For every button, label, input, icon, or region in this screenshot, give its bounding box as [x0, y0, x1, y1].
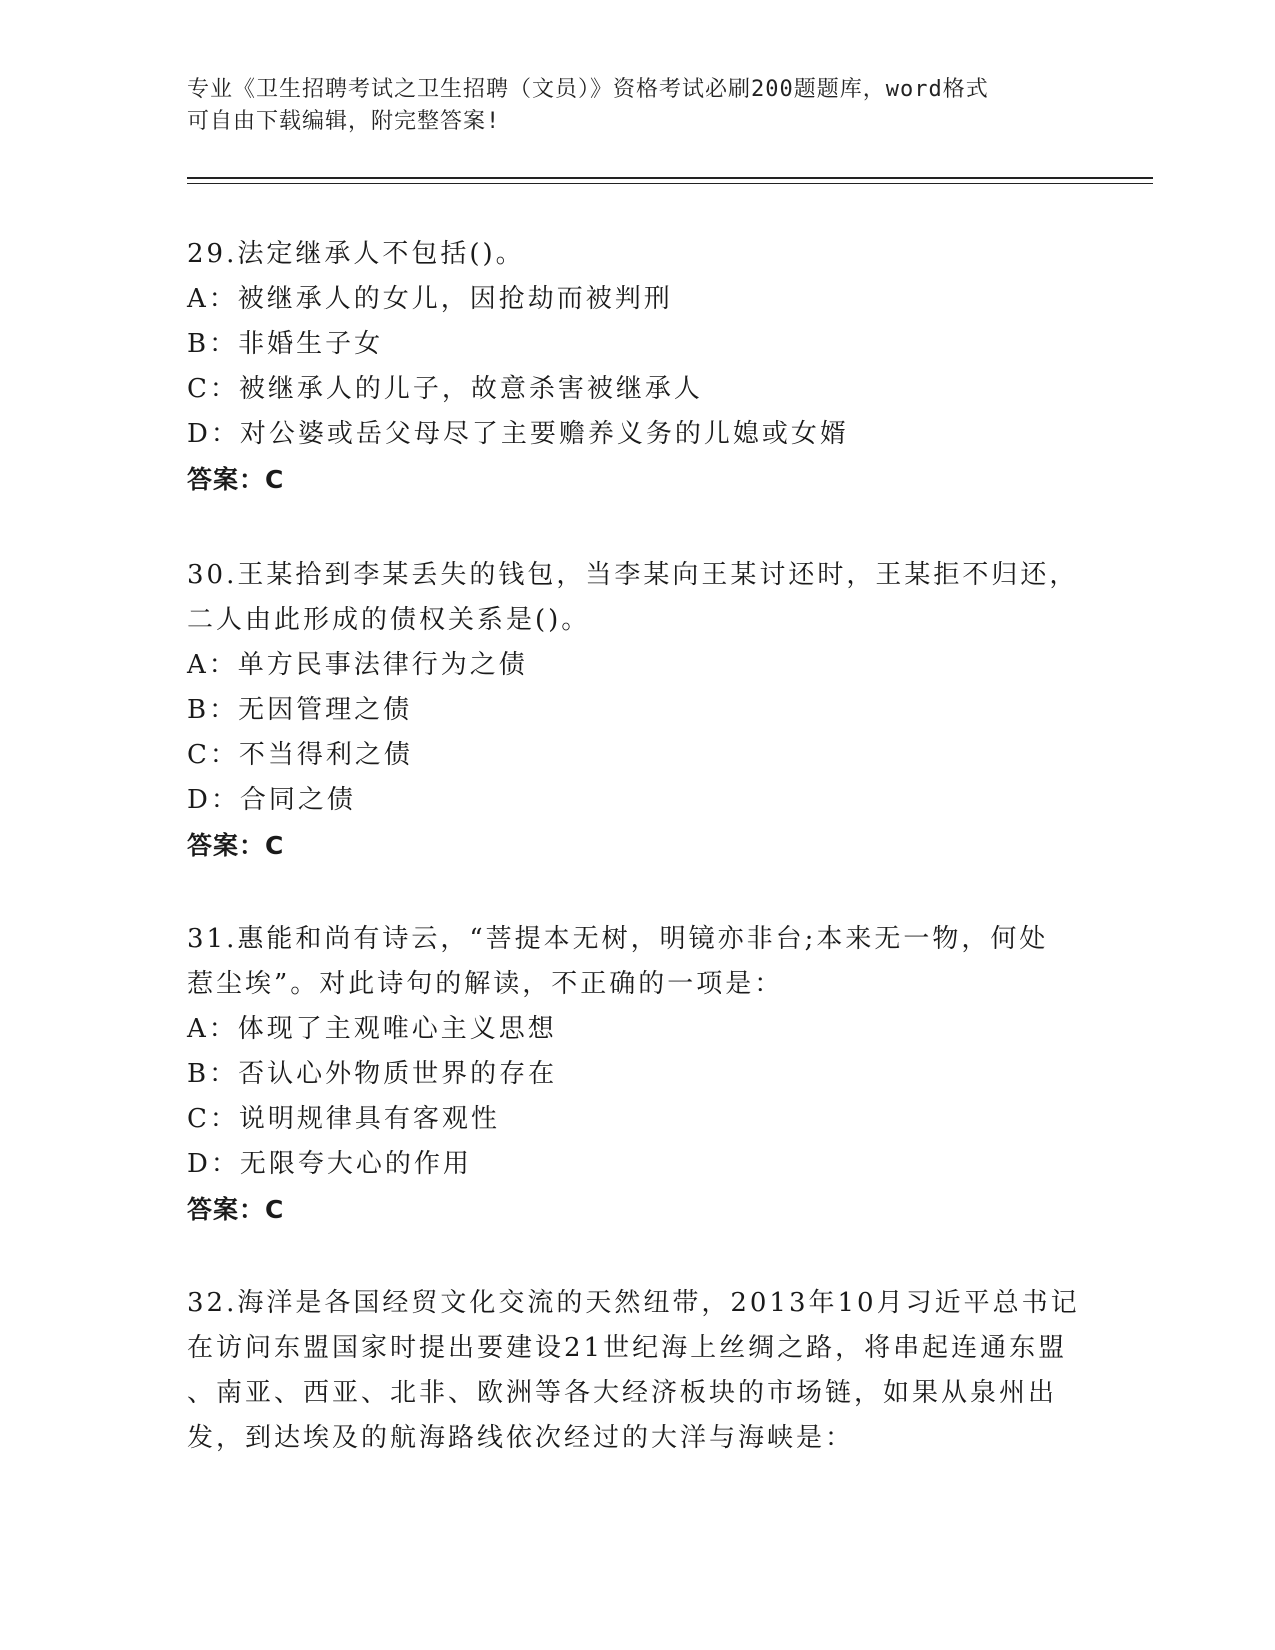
option-a: A：体现了主观唯心主义思想 — [187, 1014, 557, 1044]
header-line-1: 专业《卫生招聘考试之卫生招聘（文员）》资格考试必刷200题题库，word格式 — [187, 77, 989, 102]
header-line-2: 可自由下载编辑，附完整答案! — [187, 109, 501, 134]
option-c: C：说明规律具有客观性 — [187, 1104, 500, 1134]
option-c: C：不当得利之债 — [187, 740, 413, 770]
option-d: D：无限夸大心的作用 — [187, 1149, 472, 1179]
question-stem: 、南亚、西亚、北非、欧洲等各大经济板块的市场链，如果从泉州出 — [187, 1378, 1058, 1408]
answer: 答案：C — [187, 465, 285, 494]
question-stem: 二人由此形成的债权关系是()。 — [187, 605, 591, 635]
question-stem: 31.惠能和尚有诗云，“菩提本无树，明镜亦非台;本来无一物，何处 — [187, 924, 1049, 954]
option-a: A：单方民事法律行为之债 — [187, 650, 528, 680]
question-stem: 30.王某拾到李某丢失的钱包，当李某向王某讨还时，王某拒不归还， — [187, 560, 1079, 590]
question-stem: 在访问东盟国家时提出要建设21世纪海上丝绸之路，将串起连通东盟 — [187, 1333, 1068, 1363]
option-c: C：被继承人的儿子，故意杀害被继承人 — [187, 374, 703, 404]
option-b: B：无因管理之债 — [187, 695, 413, 725]
option-b: B：否认心外物质世界的存在 — [187, 1059, 558, 1089]
answer: 答案：C — [187, 831, 285, 860]
question-29 — [187, 232, 1087, 502]
document-header — [187, 74, 1077, 138]
option-d: D：对公婆或岳父母尽了主要赡养义务的儿媳或女婿 — [187, 419, 849, 449]
question-30 — [187, 553, 1087, 868]
question-stem: 29.法定继承人不包括()。 — [187, 239, 525, 269]
option-b: B：非婚生子女 — [187, 329, 384, 359]
question-32 — [187, 1281, 1087, 1461]
question-stem: 惹尘埃”。对此诗句的解读，不正确的一项是： — [187, 969, 784, 999]
question-stem: 32.海洋是各国经贸文化交流的天然纽带，2013年10月习近平总书记 — [187, 1288, 1080, 1318]
header-divider-thin — [187, 183, 1153, 184]
question-stem: 发，到达埃及的航海路线依次经过的大洋与海峡是： — [187, 1423, 855, 1453]
option-a: A：被继承人的女儿，因抢劫而被判刑 — [187, 284, 673, 314]
option-d: D：合同之债 — [187, 785, 356, 815]
header-divider-thick — [187, 177, 1153, 179]
answer: 答案：C — [187, 1195, 285, 1224]
question-31 — [187, 917, 1087, 1232]
